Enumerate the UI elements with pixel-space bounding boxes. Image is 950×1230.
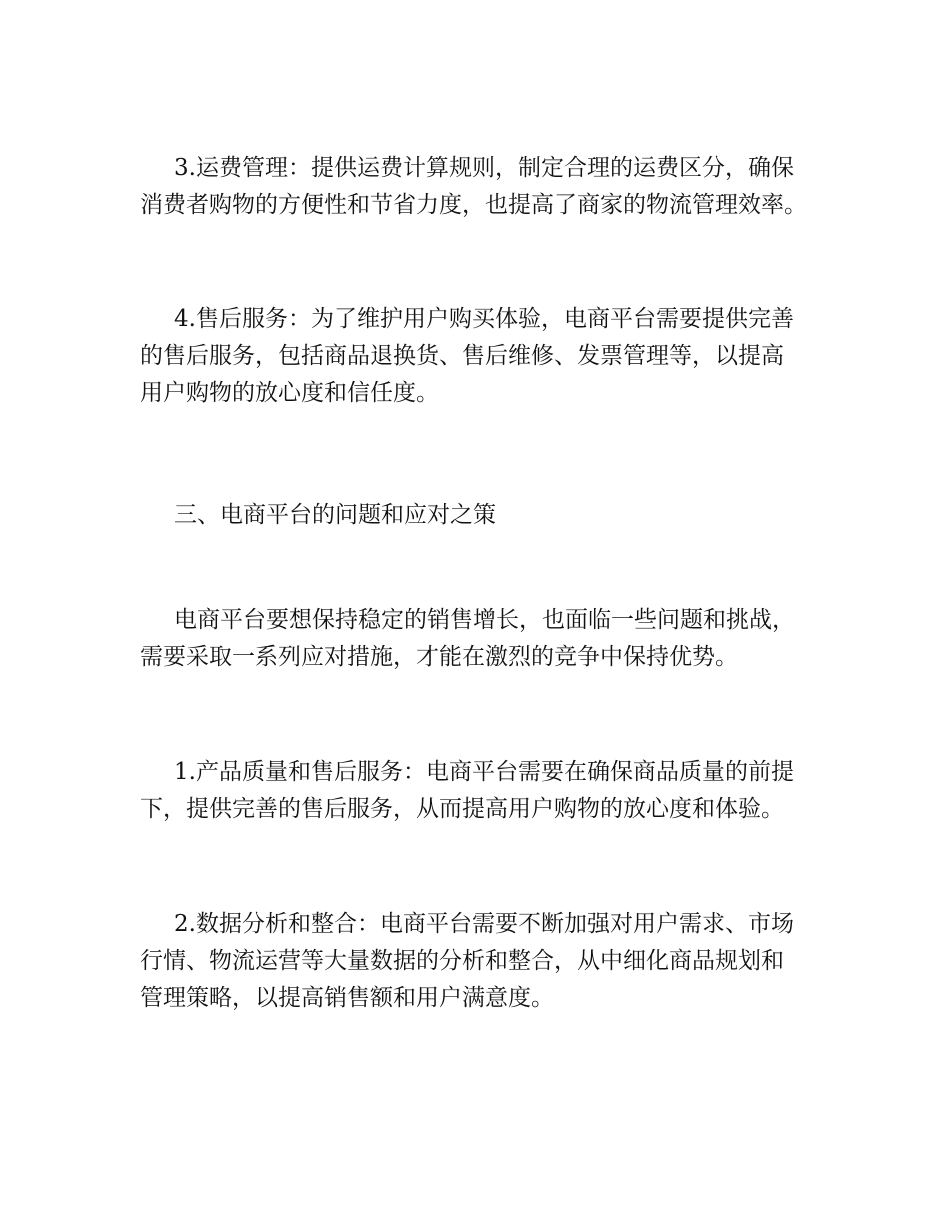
paragraph-line: 的售后服务，包括商品退换货、售后维修、发票管理等，以提高 — [140, 343, 784, 369]
paragraph-line: 用户购物的放心度和信任度。 — [140, 380, 439, 406]
paragraph-line: 4.售后服务：为了维护用户购买体验，电商平台需要提供完善 — [174, 306, 794, 332]
paragraph-line: 3.运费管理：提供运费计算规则，制定合理的运费区分，确保 — [174, 155, 794, 181]
paragraph-data-analysis — [140, 906, 820, 1017]
paragraph-after-sales-service — [140, 301, 820, 412]
paragraph-line: 1.产品质量和售后服务：电商平台需要在确保商品质量的前提 — [174, 759, 794, 785]
paragraph-product-quality — [140, 754, 820, 828]
paragraph-line: 电商平台要想保持稳定的销售增长，也面临一些问题和挑战， — [174, 607, 795, 633]
paragraph-line: 下，提供完善的售后服务，从而提高用户购物的放心度和体验。 — [140, 796, 784, 822]
paragraph-line: 消费者购物的方便性和节省力度，也提高了商家的物流管理效率。 — [140, 192, 807, 218]
heading-line: 三、电商平台的问题和应对之策 — [174, 502, 496, 528]
paragraph-line: 2.数据分析和整合：电商平台需要不断加强对用户需求、市场 — [174, 911, 794, 937]
paragraph-line: 管理策略，以提高销售额和用户满意度。 — [140, 985, 554, 1011]
paragraph-line: 行情、物流运营等大量数据的分析和整合，从中细化商品规划和 — [140, 948, 784, 974]
paragraph-intro — [140, 602, 820, 676]
section-heading — [140, 497, 820, 534]
paragraph-freight-management — [140, 150, 820, 224]
paragraph-line: 需要采取一系列应对措施，才能在激烈的竞争中保持优势。 — [140, 644, 738, 670]
